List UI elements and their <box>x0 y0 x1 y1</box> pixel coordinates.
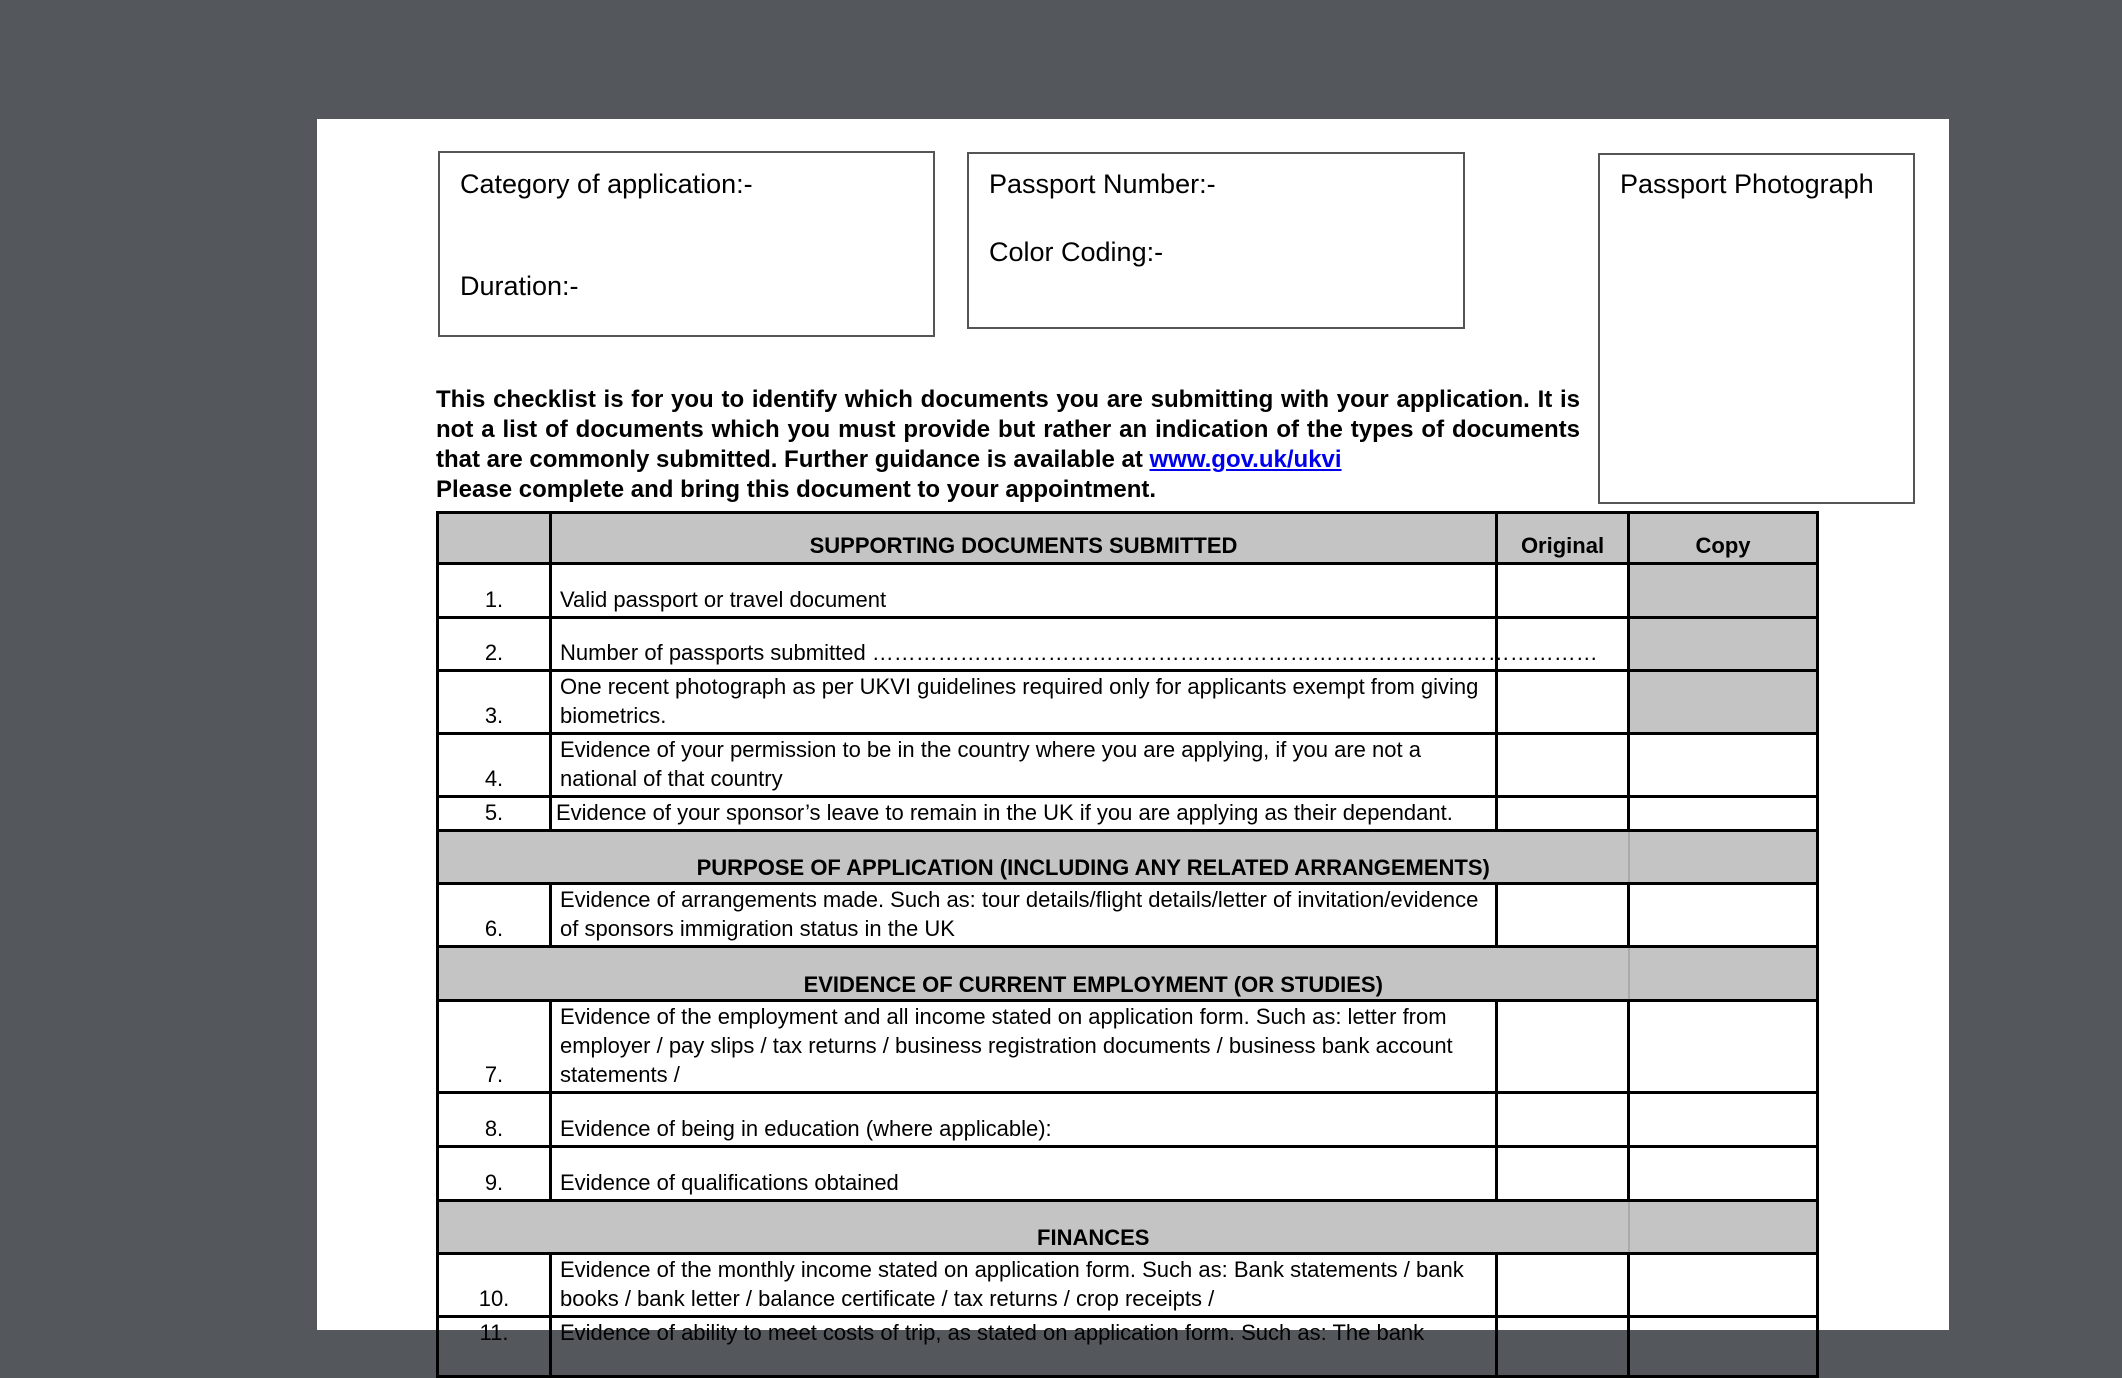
copy-checkbox-cell[interactable] <box>1629 734 1818 797</box>
passport-number-label: Passport Number:- <box>989 169 1216 199</box>
table-row <box>438 884 1818 947</box>
row-number: 5. <box>438 797 551 831</box>
header-original: Original <box>1497 513 1629 564</box>
row-number: 3. <box>438 671 551 734</box>
original-checkbox-cell[interactable] <box>1497 1254 1629 1317</box>
section-row-purpose <box>438 831 1818 884</box>
table-row <box>438 1093 1818 1147</box>
passport-photo-label: Passport Photograph <box>1620 169 1874 199</box>
original-checkbox-cell[interactable] <box>1497 884 1629 947</box>
table-row <box>438 671 1818 734</box>
section-title-text: EVIDENCE OF CURRENT EMPLOYMENT (OR STUDIES) <box>803 972 1383 997</box>
table-row <box>438 1001 1818 1093</box>
row-number: 11. <box>438 1317 551 1377</box>
intro-paragraph: This checklist is for you to identify which documents you are submitting with your application. It is not a list of documents which you must provide but rather an indication of the types of documents that are commonly submitted. Further guidance is available at <box>436 386 1580 473</box>
document-checklist-table <box>436 511 1819 1378</box>
section-right-cell <box>1629 1201 1818 1254</box>
row-description: Evidence of your sponsor’s leave to remain in the UK if you are applying as their dependant. <box>551 797 1497 831</box>
color-coding-label: Color Coding:- <box>989 237 1164 267</box>
row-description: Evidence of the employment and all income stated on application form. Such as: letter from employer / pay slips / tax returns / business registration documents / business bank account statements / <box>551 1001 1497 1093</box>
original-checkbox-cell[interactable] <box>1497 1093 1629 1147</box>
copy-checkbox-cell[interactable] <box>1629 1254 1818 1317</box>
table-row <box>438 1254 1818 1317</box>
original-checkbox-cell[interactable] <box>1497 1147 1629 1201</box>
copy-checkbox-cell[interactable] <box>1629 797 1818 831</box>
section-right-cell <box>1629 831 1818 884</box>
section-right-cell <box>1629 947 1818 1001</box>
row-number: 8. <box>438 1093 551 1147</box>
row-number: 6. <box>438 884 551 947</box>
original-checkbox-cell[interactable] <box>1497 671 1629 734</box>
table-row <box>438 1317 1818 1377</box>
row-description: Evidence of the monthly income stated on application form. Such as: Bank statements / bank books / bank letter / balance certificate / tax returns / crop receipts / <box>551 1254 1497 1317</box>
section-title <box>438 831 1629 884</box>
copy-checkbox-cell[interactable] <box>1629 1093 1818 1147</box>
table-row <box>438 618 1818 671</box>
row-description: Valid passport or travel document <box>551 564 1497 618</box>
passport-info-box <box>967 152 1465 329</box>
row-number: 7. <box>438 1001 551 1093</box>
guidance-link[interactable]: www.gov.uk/ukvi <box>1149 446 1342 473</box>
row-description: Evidence of your permission to be in the country where you are applying, if you are not a national of that country <box>551 734 1497 797</box>
row-description: Number of passports submitted ……………………………………………………………………………………… <box>551 618 1497 671</box>
table-header-row <box>438 513 1818 564</box>
copy-cell-disabled <box>1629 564 1818 618</box>
table-row <box>438 797 1818 831</box>
row-number: 2. <box>438 618 551 671</box>
row-number: 9. <box>438 1147 551 1201</box>
original-checkbox-cell[interactable] <box>1497 734 1629 797</box>
original-checkbox-cell[interactable] <box>1497 1001 1629 1093</box>
header-copy: Copy <box>1629 513 1818 564</box>
row-number: 1. <box>438 564 551 618</box>
section-title <box>438 947 1629 1001</box>
section-title-text: FINANCES <box>1037 1225 1150 1250</box>
copy-checkbox-cell[interactable] <box>1629 1317 1818 1377</box>
row-description: Evidence of arrangements made. Such as: tour details/flight details/letter of invitation/evidence of sponsors immigration status in the UK <box>551 884 1497 947</box>
copy-cell-disabled <box>1629 671 1818 734</box>
copy-checkbox-cell[interactable] <box>1629 884 1818 947</box>
passport-photo-box <box>1598 153 1915 504</box>
section-row-finances <box>438 1201 1818 1254</box>
document-page <box>317 119 1949 1345</box>
table-row <box>438 1147 1818 1201</box>
intro-instruction: Please complete and bring this document to your appointment. <box>436 476 1157 503</box>
row-description: Evidence of qualifications obtained <box>551 1147 1497 1201</box>
original-checkbox-cell[interactable] <box>1497 1317 1629 1377</box>
header-number-cell <box>438 513 551 564</box>
header-documents: SUPPORTING DOCUMENTS SUBMITTED <box>551 513 1497 564</box>
section-title <box>438 1201 1629 1254</box>
row-number: 4. <box>438 734 551 797</box>
row-description: Evidence of being in education (where applicable): <box>551 1093 1497 1147</box>
copy-checkbox-cell[interactable] <box>1629 1001 1818 1093</box>
original-checkbox-cell[interactable] <box>1497 564 1629 618</box>
original-checkbox-cell[interactable] <box>1497 797 1629 831</box>
row-number: 10. <box>438 1254 551 1317</box>
row-description: One recent photograph as per UKVI guidelines required only for applicants exempt from giving biometrics. <box>551 671 1497 734</box>
row-description: Evidence of ability to meet costs of trip, as stated on application form. Such as: The bank <box>551 1317 1497 1377</box>
table-row <box>438 734 1818 797</box>
copy-checkbox-cell[interactable] <box>1629 1147 1818 1201</box>
category-box <box>438 151 935 337</box>
section-title-text: PURPOSE OF APPLICATION (INCLUDING ANY RELATED ARRANGEMENTS) <box>696 855 1490 880</box>
intro-text <box>436 385 1580 505</box>
duration-label: Duration:- <box>460 271 579 301</box>
section-row-employment <box>438 947 1818 1001</box>
category-label: Category of application:- <box>460 169 753 199</box>
table-row <box>438 564 1818 618</box>
copy-cell-disabled <box>1629 618 1818 671</box>
